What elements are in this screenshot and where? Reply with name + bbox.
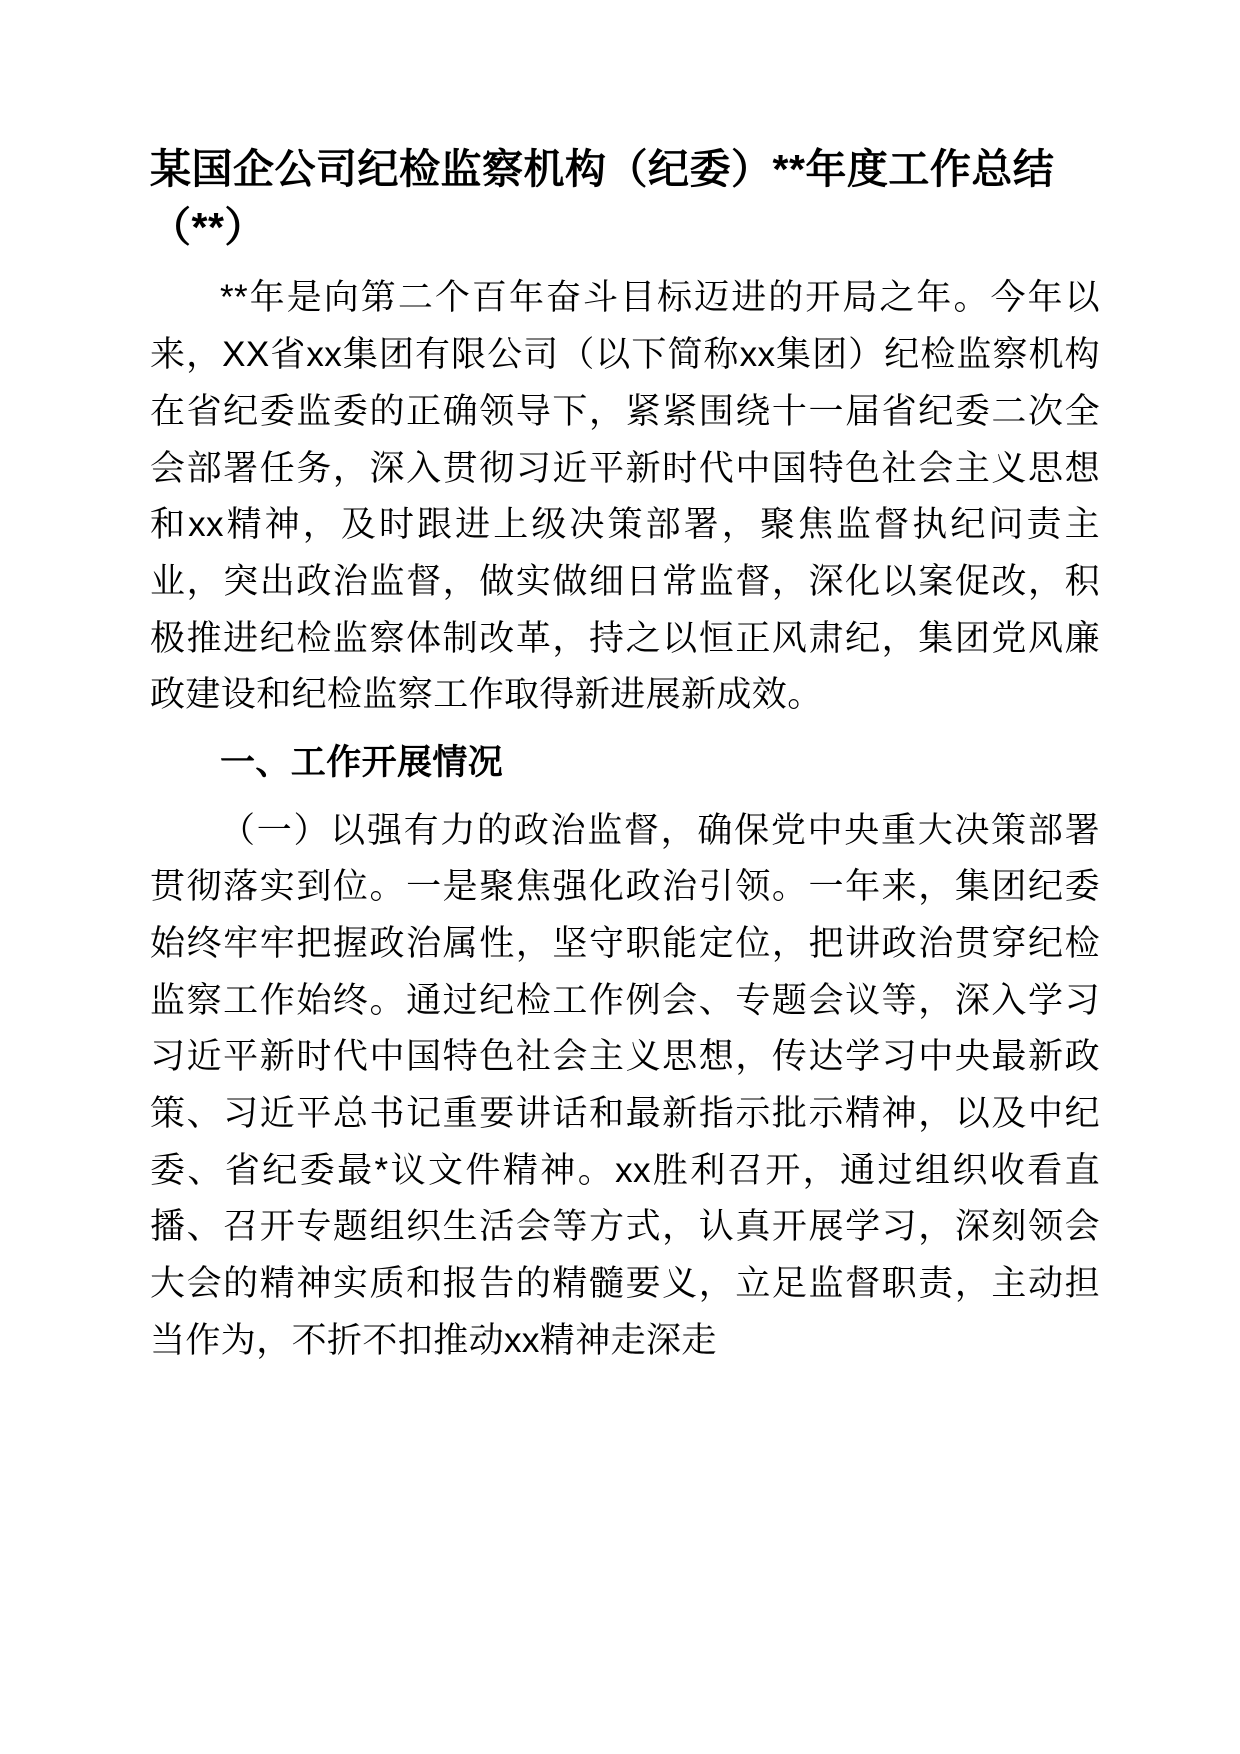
paragraph-intro: **年是向第二个百年奋斗目标迈进的开局之年。今年以来，XX省xx集团有限公司（以下简称xx集团）纪检监察机构在省纪委监委的正确领导下，紧紧围绕十一届省纪委二次全会部署任务，深入贯彻习近平新时代中国特色社会主义思想和xx精神，及时跟进上级决策部署，聚焦监督执纪问责主业，突出政治监督，做实做细日常监督，深化以案促改，积极推进纪检监察体制改革，持之以恒正风肃纪，集团党风廉政建设和纪检监察工作取得新进展新成效。 [150,278,1100,715]
paragraph-gap [150,795,1100,803]
section-heading-1: 一、工作开展情况 [220,742,504,782]
document-title: 某国企公司纪检监察机构（纪委）**年度工作总结（**） [150,146,1055,251]
paragraph-section-1-1: （一）以强有力的政治监督，确保党中央重大决策部署贯彻落实到位。一是聚焦强化政治引领。一年来，集团纪委始终牢牢把握政治属性，坚守职能定位，把讲政治贯穿纪检监察工作始终。通过纪检工作例会、专题会议等，深入学习习近平新时代中国特色社会主义思想，传达学习中央最新政策、习近平总书记重要讲话和最新指示批示精神，以及中纪委、省纪委最*议文件精神。xx胜利召开，通过组织收看直播、召开专题组织生活会等方式，认真开展学习，深刻领会大会的精神实质和报告的精髓要义，立足监督职责，主动担当作为，不折不扣推动xx精神走深走 [150,810,1100,1360]
paragraph-gap [150,727,1100,735]
